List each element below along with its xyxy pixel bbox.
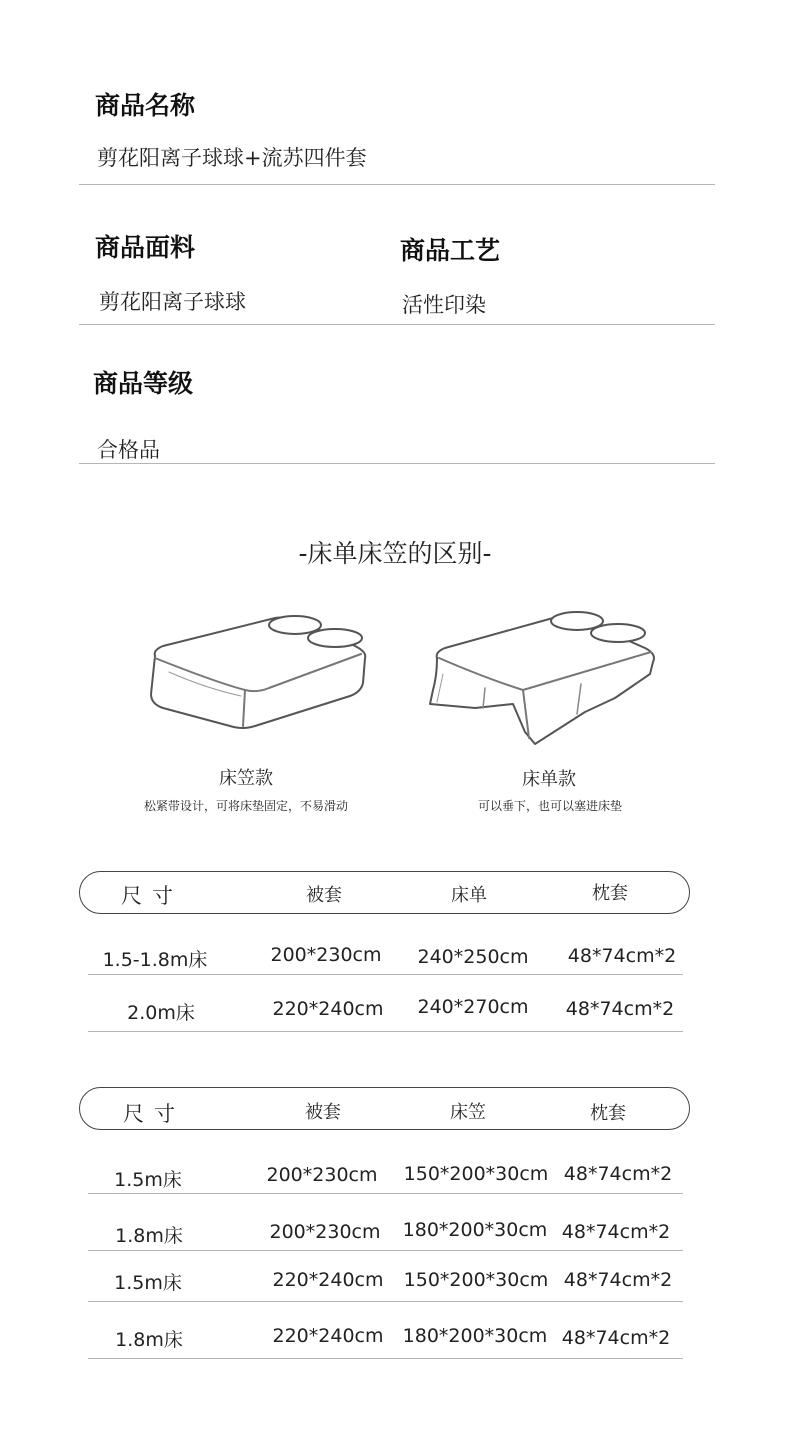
table-cell: 1.8m床 <box>115 1329 183 1351</box>
table-cell: 240*270cm <box>417 996 529 1018</box>
table1-header-size: 尺寸 <box>121 884 183 908</box>
flat-sheet-label: 床单款 <box>522 769 576 790</box>
table-cell: 200*230cm <box>269 1221 381 1243</box>
table-cell: 1.5m床 <box>114 1169 182 1191</box>
craft-value: 活性印染 <box>402 293 486 317</box>
craft-label: 商品工艺 <box>400 236 501 265</box>
table-row-divider <box>88 1358 683 1359</box>
table2-header-fitted-sheet: 床笠 <box>450 1102 486 1123</box>
fitted-sheet-illustration <box>145 608 375 738</box>
table-cell: 48*74cm*2 <box>561 1327 671 1349</box>
table2-header-duvet: 被套 <box>305 1102 341 1123</box>
fitted-sheet-label: 床笠款 <box>219 768 273 789</box>
divider <box>79 184 715 185</box>
table-cell: 1.8m床 <box>115 1225 183 1247</box>
table1-header-pillowcase: 枕套 <box>592 883 628 904</box>
table-row-divider <box>88 1250 683 1251</box>
table2-header-pillowcase: 枕套 <box>590 1103 626 1124</box>
table-cell: 200*230cm <box>270 944 382 966</box>
table2-header-size: 尺寸 <box>123 1102 185 1126</box>
fabric-label: 商品面料 <box>95 233 196 262</box>
table-row-divider <box>88 1193 683 1194</box>
table-cell: 1.5m床 <box>114 1272 182 1294</box>
flat-sheet-note: 可以垂下，也可以塞进床垫 <box>477 799 622 813</box>
divider <box>79 463 715 464</box>
table-cell: 48*74cm*2 <box>563 1163 673 1185</box>
table-cell: 48*74cm*2 <box>567 945 677 967</box>
compare-title: -床单床笠的区别- <box>298 539 492 568</box>
flat-sheet-illustration <box>425 608 660 748</box>
table-cell: 2.0m床 <box>127 1002 195 1024</box>
table-cell: 48*74cm*2 <box>561 1221 671 1243</box>
product-name-value: 剪花阳离子球球+流苏四件套 <box>97 146 367 170</box>
grade-label: 商品等级 <box>93 369 194 398</box>
divider <box>79 324 715 325</box>
table-cell: 48*74cm*2 <box>563 1269 673 1291</box>
grade-value: 合格品 <box>97 438 160 462</box>
table-cell: 150*200*30cm <box>403 1163 549 1185</box>
table-cell: 48*74cm*2 <box>565 998 675 1020</box>
product-name-label: 商品名称 <box>95 91 196 120</box>
table1-header-sheet: 床单 <box>451 885 487 906</box>
fabric-value: 剪花阳离子球球 <box>99 290 246 314</box>
table-cell: 240*250cm <box>417 946 529 968</box>
table-cell: 220*240cm <box>272 998 384 1020</box>
table1-header-duvet: 被套 <box>306 885 342 906</box>
table-cell: 150*200*30cm <box>403 1269 549 1291</box>
table-cell: 220*240cm <box>272 1325 384 1347</box>
table-row-divider <box>88 1031 683 1032</box>
table-cell: 220*240cm <box>272 1269 384 1291</box>
table-cell: 180*200*30cm <box>402 1325 548 1347</box>
table-cell: 180*200*30cm <box>402 1219 548 1241</box>
table-cell: 200*230cm <box>266 1164 378 1186</box>
fitted-sheet-note: 松紧带设计，可将床垫固定，不易滑动 <box>143 799 348 813</box>
table-row-divider <box>88 1301 683 1302</box>
table-row-divider <box>88 974 683 975</box>
table-cell: 1.5-1.8m床 <box>102 949 208 971</box>
